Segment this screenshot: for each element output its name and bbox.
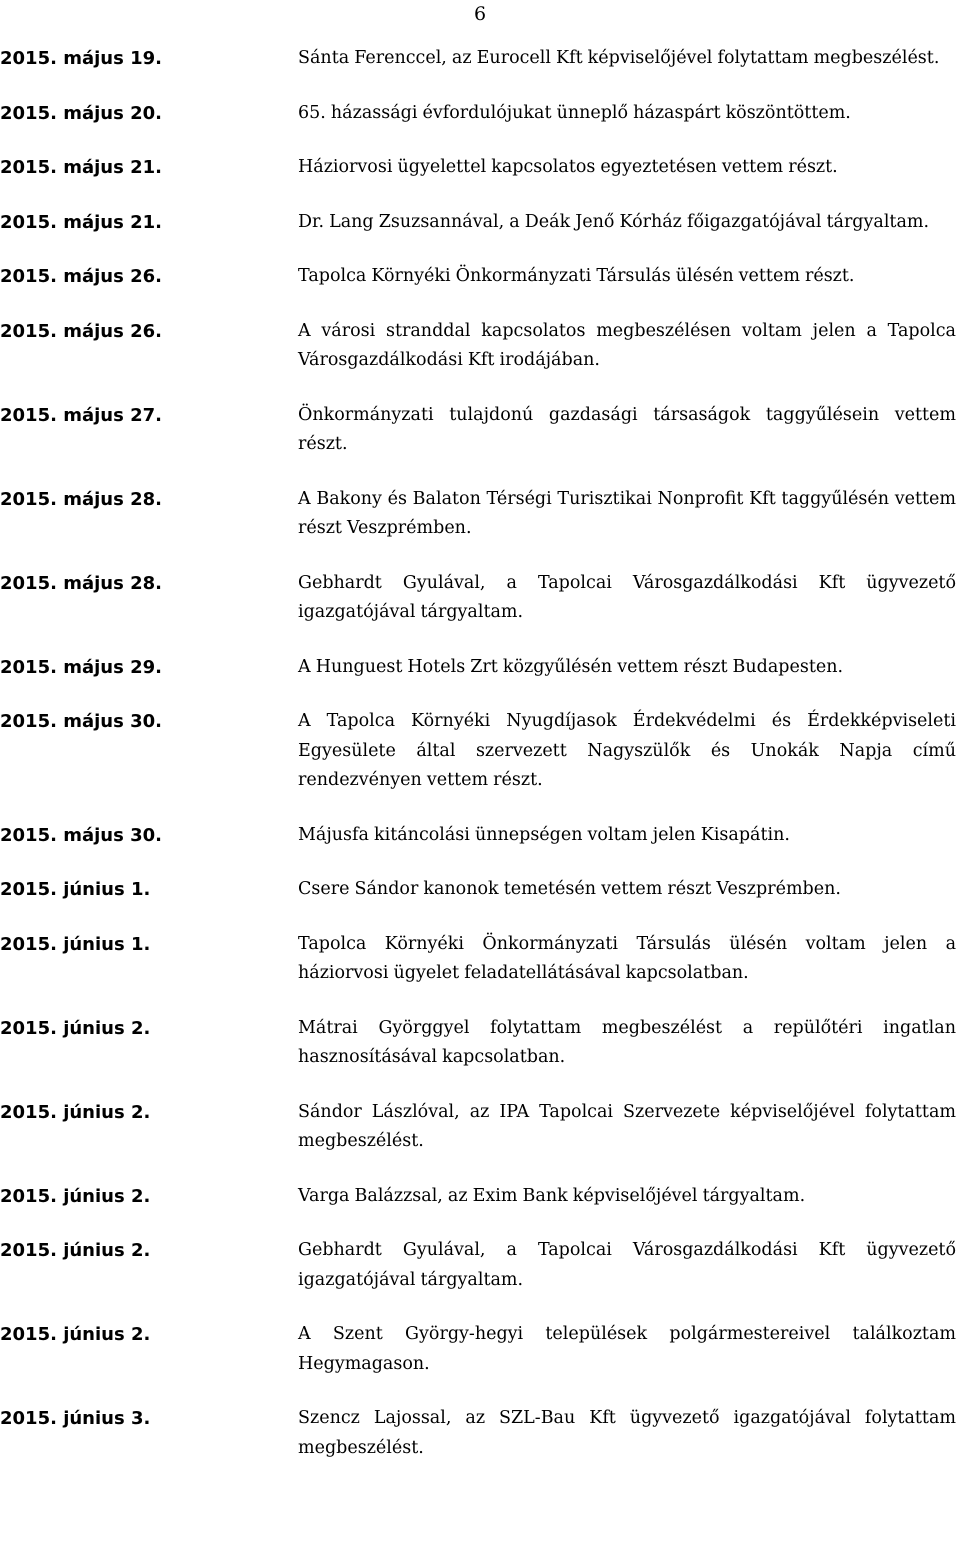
entry-date: 2015. május 26.	[0, 320, 162, 342]
entry-text: Csere Sándor kanonok temetésén vettem részt Veszprémben.	[298, 879, 841, 899]
entry-date: 2015. május 26.	[0, 266, 162, 287]
log-entry	[0, 317, 960, 376]
entry-text: Szencz Lajossal, az SZL-Bau Kft ügyvezető igazgatójával folytattam megbeszélést.	[298, 1408, 956, 1458]
entry-text: 65. házassági évfordulójukat ünneplő házaspárt köszöntöttem.	[298, 102, 851, 123]
entry-date: 2015. május 27.	[0, 404, 162, 426]
entry-date: 2015. június 2.	[0, 1324, 151, 1345]
entry-date: 2015. június 2.	[0, 1017, 151, 1039]
log-entry	[0, 1014, 960, 1073]
entry-text: A Szent György-hegyi települések polgármestereivel találkoztam Hegymagason.	[298, 1324, 956, 1374]
entry-text: Mátrai Györggyel folytattam megbeszélést a repülőtéri ingatlan hasznosításával kapcsolatban.	[298, 1017, 956, 1067]
log-entry	[0, 262, 960, 292]
activity-log	[0, 44, 960, 1488]
entry-text: Gebhardt Gyulával, a Tapolcai Városgazdálkodási Kft ügyvezető igazgatójával tárgyaltam.	[298, 572, 956, 622]
log-entry	[0, 208, 960, 238]
entry-date: 2015. június 1.	[0, 933, 151, 955]
entry-date: 2015. június 2.	[0, 1101, 151, 1123]
entry-date: 2015. május 20.	[0, 102, 162, 124]
entry-date: 2015. május 19.	[0, 48, 162, 69]
log-entry	[0, 44, 960, 74]
log-entry	[0, 1236, 960, 1295]
log-entry	[0, 930, 960, 989]
log-entry	[0, 707, 960, 796]
log-entry	[0, 653, 960, 683]
entry-date: 2015. június 1.	[0, 879, 151, 900]
entry-text: Gebhardt Gyulával, a Tapolcai Városgazdálkodási Kft ügyvezető igazgatójával tárgyaltam.	[298, 1240, 956, 1290]
entry-text: Májusfa kitáncolási ünnepségen voltam jelen Kisapátin.	[298, 824, 790, 845]
entry-text: A Tapolca Környéki Nyugdíjasok Érdekvédelmi és Érdekképviseleti Egyesülete által szervezett Nagyszülők és Unokák Napja című rendezvényen vettem részt.	[298, 711, 956, 790]
entry-text: A Bakony és Balaton Térségi Turisztikai Nonprofit Kft taggyűlésén vettem részt Veszprémben.	[298, 488, 956, 538]
entry-date: 2015. május 29.	[0, 656, 162, 678]
log-entry	[0, 1404, 960, 1463]
entry-text: Tapolca Környéki Önkormányzati Társulás ülésén voltam jelen a háziorvosi ügyelet feladatellátásával kapcsolatban.	[298, 933, 956, 983]
entry-date: 2015. június 3.	[0, 1408, 151, 1429]
entry-text: Háziorvosi ügyelettel kapcsolatos egyeztetésen vettem részt.	[298, 157, 838, 177]
entry-date: 2015. június 2.	[0, 1185, 151, 1207]
page-number: 6	[473, 3, 487, 25]
log-entry	[0, 99, 960, 129]
entry-text: A Hunguest Hotels Zrt közgyűlésén vettem részt Budapesten.	[298, 656, 844, 677]
entry-text: Dr. Lang Zsuzsannával, a Deák Jenő Kórház főigazgatójával tárgyaltam.	[298, 211, 930, 232]
entry-text: A városi stranddal kapcsolatos megbeszélésen voltam jelen a Tapolca Városgazdálkodási Kft irodájában.	[298, 320, 956, 370]
log-entry	[0, 153, 960, 183]
log-entry	[0, 821, 960, 851]
log-entry	[0, 1182, 960, 1212]
log-entry	[0, 485, 960, 544]
entry-date: 2015. május 21.	[0, 211, 162, 233]
entry-date: 2015. május 28.	[0, 488, 162, 510]
entry-date: 2015. május 28.	[0, 572, 162, 594]
entry-text: Tapolca Környéki Önkormányzati Társulás ülésén vettem részt.	[298, 266, 855, 286]
log-entry	[0, 875, 960, 905]
log-entry	[0, 401, 960, 460]
entry-text: Önkormányzati tulajdonú gazdasági társaságok taggyűlésein vettem részt.	[298, 404, 956, 454]
entry-date: 2015. június 2.	[0, 1240, 151, 1261]
log-entry	[0, 1320, 960, 1379]
entry-date: 2015. május 30.	[0, 824, 162, 846]
entry-text: Sánta Ferenccel, az Eurocell Kft képviselőjével folytattam megbeszélést.	[298, 48, 940, 68]
log-entry	[0, 569, 960, 628]
entry-text: Varga Balázzsal, az Exim Bank képviselőjével tárgyaltam.	[298, 1185, 806, 1206]
entry-date: 2015. május 21.	[0, 157, 162, 178]
log-entry	[0, 1098, 960, 1157]
entry-text: Sándor Lászlóval, az IPA Tapolcai Szervezete képviselőjével folytattam megbeszélést.	[298, 1101, 956, 1151]
entry-date: 2015. május 30.	[0, 711, 162, 732]
